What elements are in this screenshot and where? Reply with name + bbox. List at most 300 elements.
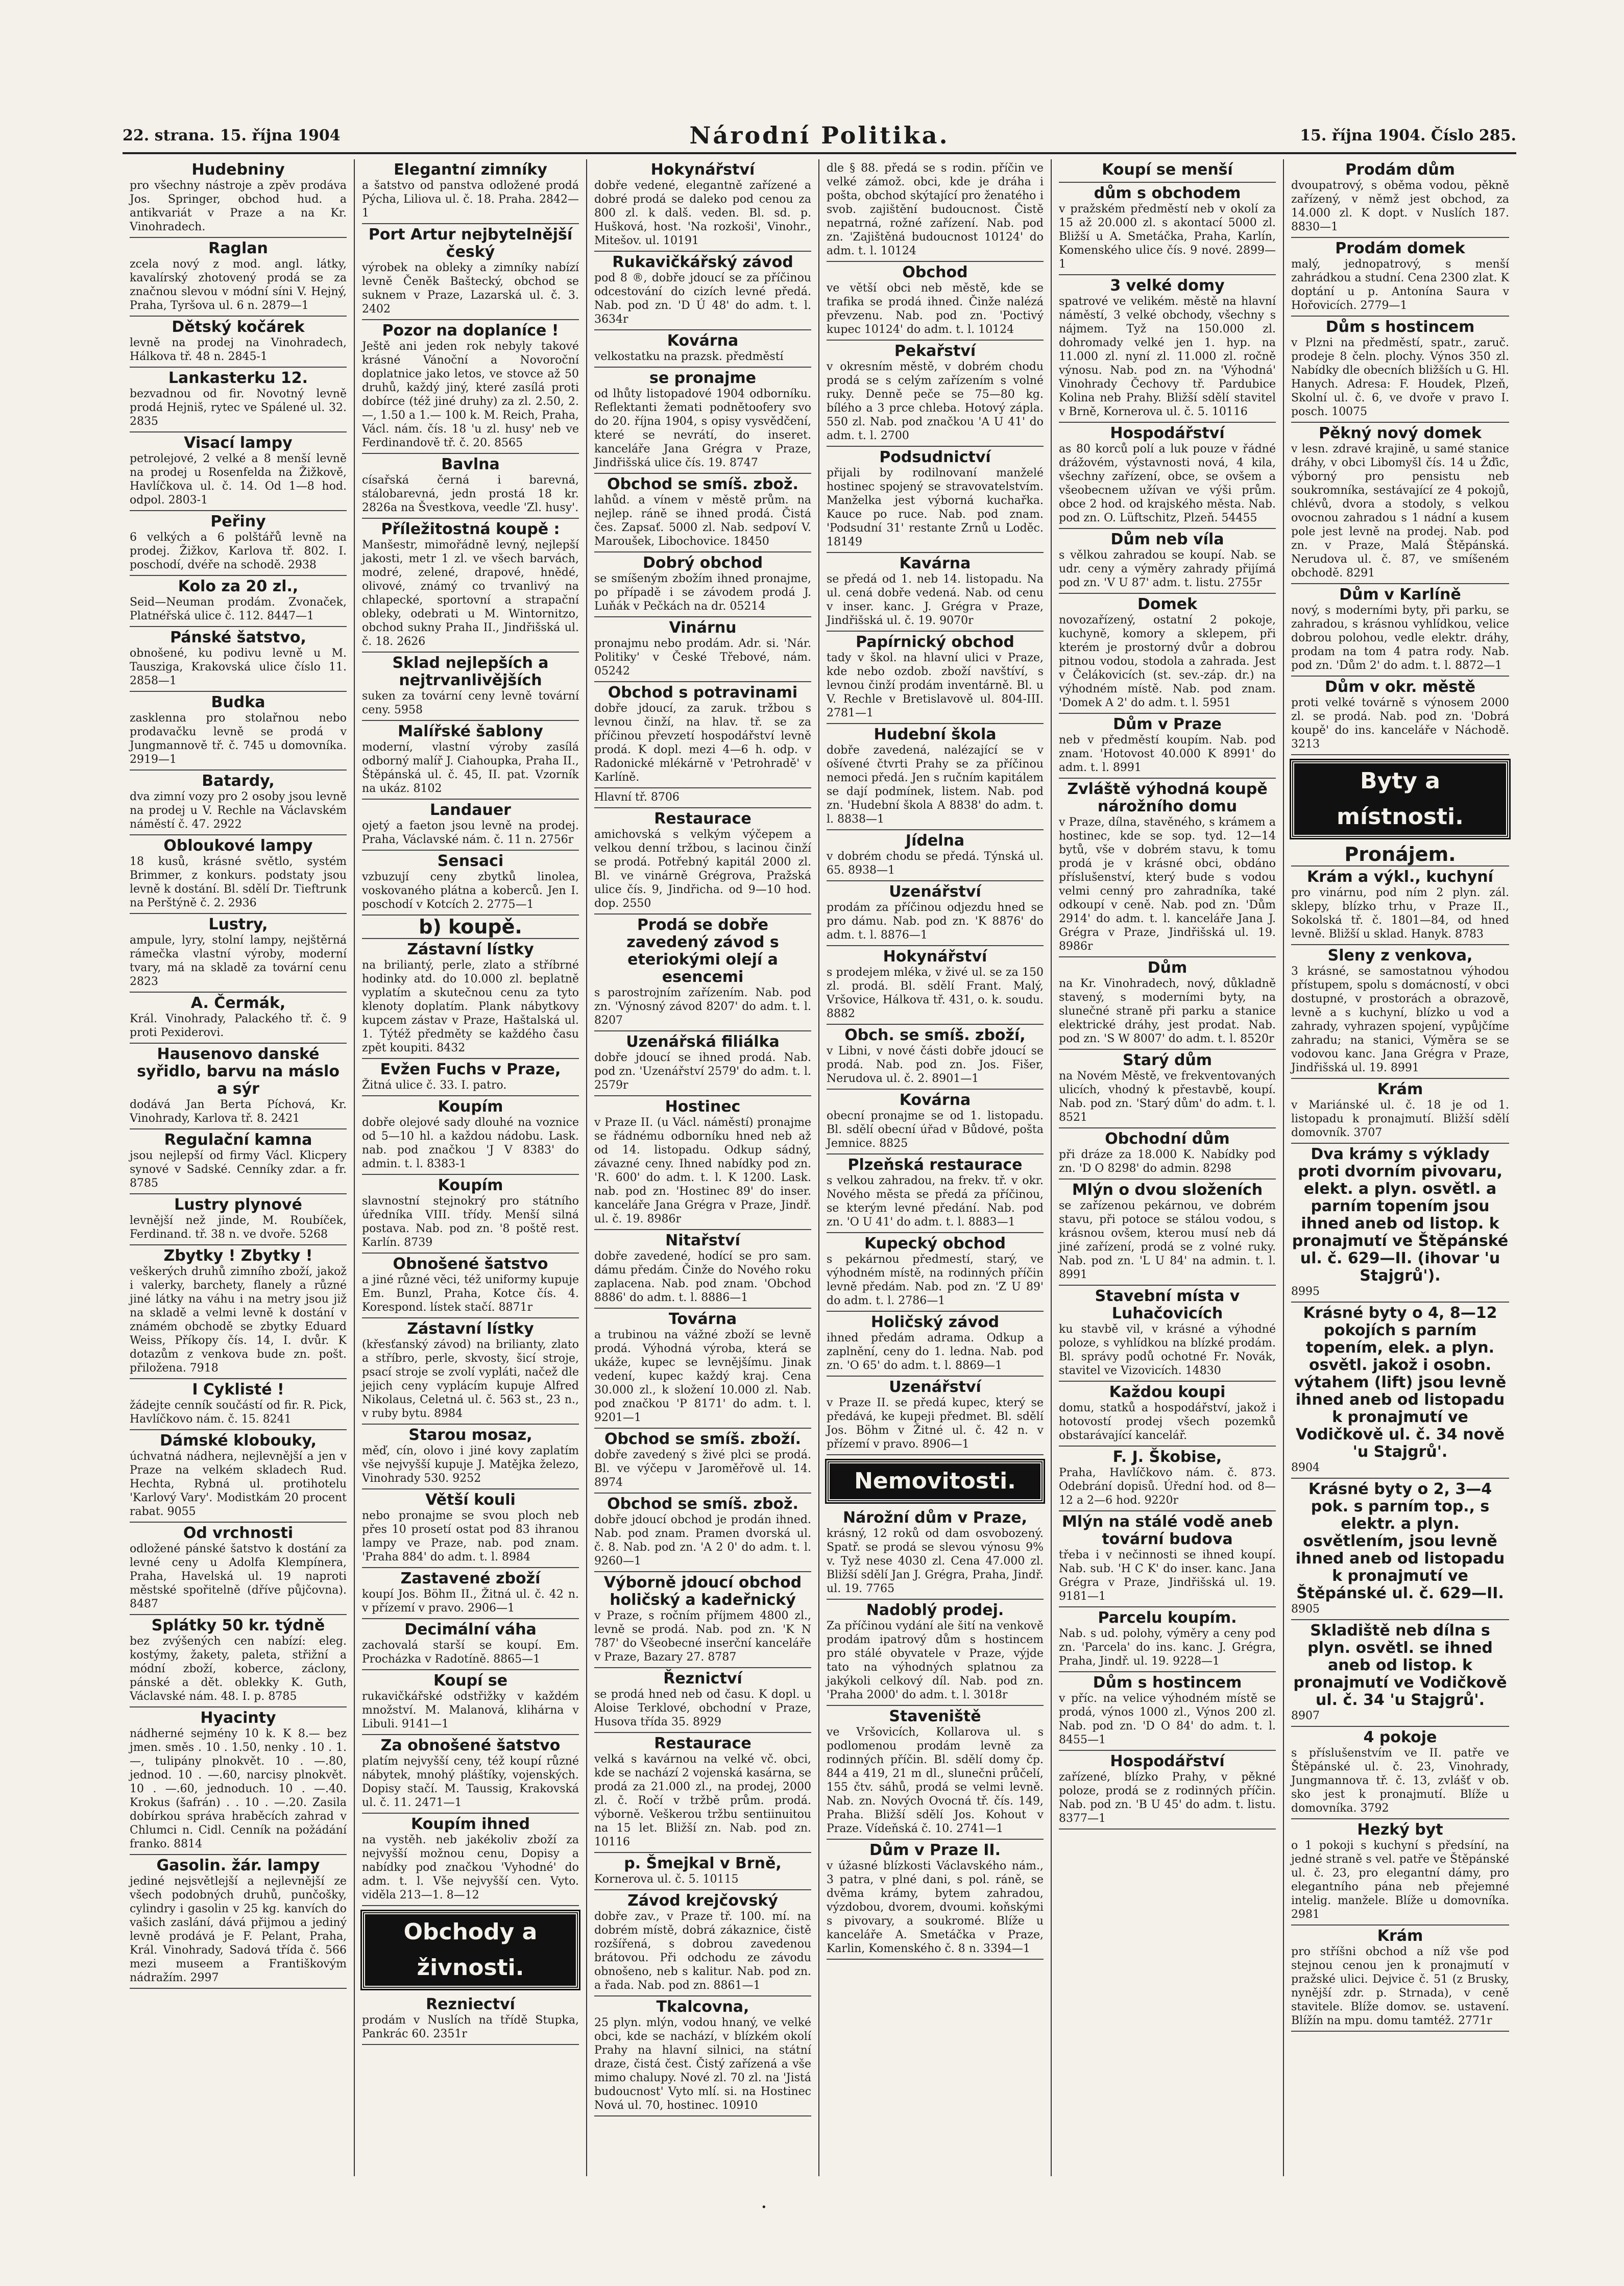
ad-title: Každou koupi: [1109, 1383, 1226, 1401]
ad-text: Kornerova ul. č. 5. 10115: [594, 1873, 739, 1886]
section-heading: Pronájem.: [1291, 843, 1509, 867]
classified-ad: [130, 368, 347, 432]
ad-title: Lustry,: [208, 916, 268, 933]
ad-text: jsou nejlepší od firmy Václ. Klicpery synové v Sadské. Cenníky zdar. a fr. 8785: [130, 1149, 347, 1190]
classified-ad: [362, 1059, 579, 1096]
ad-text: 6 velkých a 6 polštářů levně na prodej. Žižkov, Karlova tř. 802. I. poschodí, dvéře na schodě. 2938: [130, 531, 347, 571]
section-banner: Nemovitosti.: [827, 1460, 1044, 1502]
ad-title: Bavlna: [441, 455, 500, 473]
ad-title: Splátky 50 kr. týdně: [151, 1617, 325, 1634]
classified-ad: [594, 1996, 811, 2116]
ad-title: Starou mosaz,: [408, 1426, 532, 1444]
ad-title: dům s obchodem: [1094, 184, 1241, 202]
ad-title: Zástavní lístky: [407, 1320, 534, 1338]
classified-ad: [827, 830, 1044, 881]
ad-text: ihned předám adrama. Odkup a zaplnění, ceny do 1. ledna. Nab. pod zn. 'O 65' do adm. t. l. 8869—1: [827, 1332, 1044, 1372]
ad-text: v lesn. zdravé krajině, u samé stanice dráhy, v obci Libomyšl čís. 14 u Žďic, výborný pro pensistu neb soukromníka, sestávající ze 4 pokojů, chlévů, dvora a stodoly, s velkou ovocnou zahradou s 1 nádní a kusem pole jest levně na prodej. Nab. pod zn. v Praze, Malá Štěpánská. Nerudova ul. č. 87, ve smíšeném obchodě. 8291: [1291, 443, 1509, 580]
ad-text: přijali by rodilnovaní manželé hostinec spojený se stravovatelstvím. Manželka jest výborná kuchařka. Kauce po ruce. Nab. pod znam. 'Podsudní 31' restante Zrnů u Loděc. 18149: [827, 467, 1044, 548]
ad-text: zasklenna pro stolařnou nebo prodavačku levně se prodá v Jungmannově tř. č. 745 u domovníka. 2919—1: [130, 712, 347, 766]
classified-ad: [1059, 529, 1276, 594]
ad-text: (křesťanský závod) na brilianty, zlato a stříbro, perle, skvosty, šicí stroje, psací stroje se zvolí vypláti, načež dle jejich ceny vyplácím kupuje Alfred Nikolaus, Celetná ul. č. 563 st., 23 n., v ruby bytu. 8984: [362, 1338, 579, 1420]
ad-text: vzbuzují ceny zbytků linolea, voskovaného plátna a koberců. Jen I. poschodí v Kotcích 2. 2775—1: [362, 871, 579, 911]
classified-ad: [827, 1706, 1044, 1840]
classified-ad: [594, 682, 811, 788]
ad-text: pod 8 ®, dobře jdoucí se za příčinou odcestování do cizích levné předá. Nab. pod zn. 'D Ú 48' do adm. t. l. 3634r: [594, 272, 811, 326]
classified-ad: [1059, 594, 1276, 714]
page-header: [123, 122, 1516, 154]
ad-title: Od vrchnosti: [183, 1524, 294, 1542]
ad-title: Prodám domek: [1335, 239, 1465, 257]
ad-text: měď, cín, olovo i jiné kovy zaplatím vše nejvyšší kupuje J. Matějka železo, Vinohrady 530. 9252: [362, 1445, 579, 1485]
ad-title: Elegantní zimníky: [394, 161, 547, 179]
classified-ad: [1059, 1672, 1276, 1751]
ad-title: Hospodářství: [1110, 424, 1225, 442]
ad-text: Seid—Neuman prodám. Zvonaček, Platnéřská ulice č. 112. 8447—1: [130, 596, 347, 622]
ad-text: prodám za příčinou odjezdu hned se pro dámu. Nab. pod zn. 'K 8876' do adm. t. l. 8876—1: [827, 901, 1044, 942]
column-1: [123, 159, 355, 2176]
classified-ad: [362, 1994, 579, 2045]
ad-title: Obchod se smíš. zbož.: [607, 1495, 798, 1513]
classified-ad: [1291, 1079, 1509, 1144]
classified-ad: [362, 1489, 579, 1568]
classified-ad: [362, 1096, 579, 1175]
ad-title: Sklad nejlepších a nejtrvanlivějších: [392, 654, 549, 689]
ad-title: Dětský kočárek: [172, 318, 305, 336]
ad-text: dva zimní vozy pro 2 osoby jsou levně na prodej u V. Rechle na Václavském náměstí č. 47. 2922: [130, 790, 347, 831]
classified-ad: [827, 553, 1044, 632]
classified-ad: [594, 1733, 811, 1853]
ad-text: ve větší obci neb městě, kde se trafika se prodá ihned. Činže nalézá převzenu. Nab. pod zn. 'Poctivý kupec 10124' do adm. t. l. 10124: [827, 282, 1044, 336]
classified-ad: [594, 1853, 811, 1890]
ad-text: amichovská s velkým výčepem a velkou denní tržbou, s lacinou činží se prodá. Potřebný kapitál 2000 zl. Bl. ve vinárně Grégrova, Pražská ulice čís. 9, Jindřicha. od 9—10 hod. dop. 2550: [594, 828, 811, 910]
ad-text: pro stříšni obchod a níž vše pod stejnou cenou jen k pronajmutí v pražské ulici. Dejvice č. 51 (z Brusky, nynější zdr. p. Strnada), v ceně stavitele. Blíže domov. se. ustavení. Blížín na mpu. domu tamtéž. 2771r: [1291, 1945, 1509, 2027]
ad-title: Obloukové lampy: [163, 837, 313, 855]
classified-ad: [362, 1425, 579, 1489]
ad-text: s vělkou zahradou se koupí. Nab. se udr. ceny a výměry zahrady přijímá pod zn. 'V U 87' adm. t. listu. 2755r: [1059, 549, 1276, 589]
ad-text: Hlavní tř. 8706: [594, 791, 680, 804]
classified-ad: [362, 1619, 579, 1670]
classified-ad: [827, 946, 1044, 1025]
ad-text: s pekárnou předmestí, starý, ve výhodném místě, na rodinných příčin levně předám. Nab. pod zn. 'Z U 89' do adm. t. l. 2786—1: [827, 1253, 1044, 1307]
classified-ad: [594, 808, 811, 915]
ad-text: v Libni, v nové části dobře jdoucí se prodá. Nab. pod zn. Jos. Fišer, Nerudova ul. č. 2. 8901—1: [827, 1045, 1044, 1085]
ad-title: Pánské šatstvo,: [170, 629, 306, 646]
classified-ad: [1059, 183, 1276, 275]
ad-text: domu, statků a hospodářství, jakož i hotovostí prodej všech pozemků obstarávající kancelář.: [1059, 1402, 1276, 1442]
classified-ad: [1059, 1050, 1276, 1128]
section-heading: b) koupě.: [362, 916, 579, 939]
column-2: [355, 159, 587, 2176]
classified-ad: [827, 881, 1044, 946]
ad-title: Továrna: [668, 1310, 737, 1328]
classified-ad: [1291, 1479, 1509, 1620]
ad-text: krásný, 12 roků od dam osvobozený. Spatř. se prodá se slevou výnosu 9% v. Tyž nese 4030 zl. Cena 47.000 zl. Bližší sdělí Jan J. Grégra, Praha, Jindř. ul. 19. 7765: [827, 1527, 1044, 1595]
ad-text: v Plzni na předměstí, spatr., zaruč. prodeje 8 čeln. plochy. Výnos 350 zl. Nabídky dle obecních bližších u G. Hl. Hanych. Adresa: F. Houdek, Plzeň, Skolní ul. č. 6, ve dvoře v pravo I. posch. 10075: [1291, 336, 1509, 418]
ad-title: Stavební místa v Luhačovicích: [1095, 1287, 1240, 1322]
classified-ad: [1291, 1819, 1509, 1926]
classified-ad: [1291, 1926, 1509, 2032]
classified-ad: [1059, 1607, 1276, 1672]
ad-title: Pozor na doplaníce !: [382, 322, 559, 340]
ad-text: úchvatná nádhera, nejlevnější a jen v Praze na velkém skladech Rud. Hechta, Rybná ul. protihotelu 'Karlový Vary'. Modistkám 20 procent rabat. 9055: [130, 1450, 347, 1518]
classified-ad: [1059, 1751, 1276, 1830]
ad-title: Krásné byty o 4, 8—12 pokojích s parním topením, elek. a plyn. osvětl. jakož i osobn. výtahem (lift) jsou levně ihned aneb od listopadu k pronajmutí ve Vodičkově ul. č. 34 nově 'u Stajgrů'.: [1294, 1304, 1507, 1461]
ad-text: malý, jednopatrový, s menší zahrádkou a studní. Cena 2300 zlat. K doptání u p. Antonína Saura v Hořovicích. 2779—1: [1291, 258, 1509, 312]
ad-text: 3 krásné, se samostatnou výhodou přístupem, spolu s domácností, v obci dostupné, v prostorách a obrazově, levně a s kuchyní, blízko u vod a zahrady, vyhrazen spojení, vypůjčíme zahradu; na stanici, Výměra se se vodovou kanc. Jana Grégra v Praze, Jindřišská ul. 19. 8991: [1291, 965, 1509, 1074]
ad-text: prodám v Nuslích na třídě Stupka, Pankrác 60. 2351r: [362, 2014, 579, 2040]
ad-text: Nab. s ud. polohy, výměry a ceny pod zn. 'Parcela' do ins. kanc. J. Grégra, Praha, Jindř. ul. 19. 9228—1: [1059, 1627, 1276, 1668]
ad-text: levnější než jinde, M. Roubíček, Ferdinand. tř. 38 n. ve dvoře. 5268: [130, 1214, 347, 1241]
ad-title: Pekařství: [894, 342, 976, 360]
ad-title: 3 velké domy: [1110, 277, 1225, 295]
ad-title: Lankasterku 12.: [168, 369, 308, 387]
ad-text: dobře zavedené, hodící se pro sam. dámu předám. Činže do Nového roku zaplacena. Nab. pod znam. 'Obchod 8886' do adm. t. l. 8886—1: [594, 1250, 811, 1304]
ad-title: Dobrý obchod: [642, 554, 763, 572]
classified-ad: [362, 1735, 579, 1814]
ad-title: Sensaci: [437, 852, 504, 870]
classified-columns: [123, 159, 1516, 2176]
ad-title: Port Artur nejbytelnější český: [368, 226, 573, 261]
ad-title: Dům v Praze II.: [869, 1841, 1001, 1859]
ad-text: zcela nový z mod. angl. látky, kavalírský zhotovený prodá se za značnou slevou v módní síni V. Hejný, Praha, Tyršova ul. 6 n. 2879—1: [130, 258, 347, 312]
ad-title: Hostinec: [665, 1098, 741, 1116]
classified-ad: [1291, 238, 1509, 317]
ad-title: Obchodní dům: [1105, 1130, 1230, 1148]
ad-text: dobře zavedená, nalézající se v ošívené čtvrti Prahy se za příčinou nemoci předá. Jen s ručním kapitálem se dají podmínek, listem. Nab. pod zn. 'Hudební škola A 8838' do adm. t. l. 8838—1: [827, 744, 1044, 826]
ad-title: F. J. Škobise,: [1112, 1448, 1222, 1466]
ad-title: Obchod se smíš. zboží.: [604, 1430, 802, 1448]
ad-text: as 80 korců polí a luk pouze v řádné drážovém, výstavnosti nová, 4 kila, všechny zařízení, obce, se ovšem a všeobecnem užívan ve výši prům. obce 2 hod. od krajského města. Nab. pod zn. O. Lüftschitz, Plzeň. 54455: [1059, 443, 1276, 524]
ad-text: 8995: [1291, 1285, 1320, 1298]
column-5: [1052, 159, 1284, 2176]
ad-title: Hyacinty: [200, 1709, 276, 1727]
classified-ad: [362, 320, 579, 454]
ad-text: v Praze II. (u Václ. náměstí) pronajme se řádnému odborníku hned neb až od 14. listopadu. Odkup sádný, závazné ceny. Ihned nabídky pod zn. 'R. 600' do adm. t. l. K 1200. Lask. nab. pod zn. 'Hostinec 89' do inser. kanceláře Jana Grégra v Praze, Jindř. ul. č. 19. 8986r: [594, 1116, 811, 1225]
ad-text: 25 plyn. mlýn, vodou hnaný, ve velké obci, kde se nachází, v blízkém okolí Prahy na hlavní silnici, na státní draze, čistá čest. Čistý zařízená a vše mimo chalupy. Nové zl. 70 zl. na 'Jistá budoucnost' Vyto mlí. si. na Hostinec Nová ul. 70, hostinec. 10910: [594, 2016, 811, 2112]
classified-ad: [130, 1615, 347, 1707]
ad-title: Kovárna: [667, 332, 739, 350]
ad-title: Evžen Fuchs v Praze,: [380, 1061, 561, 1078]
ad-text: dobře jdoucí obchod je prodán ihned. Nab. pod znam. Pramen dvorská ul. č. 8. Nab. pod zn. 'A 2 0' do adm. t. l. 9260—1: [594, 1513, 811, 1568]
ad-title: Budka: [211, 693, 265, 711]
ad-text: 8904: [1291, 1461, 1320, 1474]
classified-ad: [594, 552, 811, 617]
classified-ad: [827, 447, 1044, 553]
classified-ad: [827, 1377, 1044, 1455]
classified-ad: [1059, 779, 1276, 957]
ad-text: 18 kusů, krásné světlo, systém Brimmer, z konkurs. podstaty jsou levně k dostání. Bl. sdělí Dr. Tieftrunk na Perštýně č. 2. 2936: [130, 855, 347, 909]
ad-text: ojetý a faeton jsou levně na prodej. Praha, Václavské nám. č. 11 n. 2756r: [362, 820, 579, 846]
classified-ad: [1291, 867, 1509, 945]
classified-ad: [594, 1494, 811, 1572]
ad-title: Lustry plynové: [174, 1196, 302, 1214]
classified-ad: [1059, 1180, 1276, 1286]
ad-title: Koupí se menší: [1102, 161, 1233, 179]
ad-title: Dámské klobouky,: [159, 1432, 317, 1450]
ad-title: Rezniectví: [426, 1995, 515, 2013]
ad-text: v Praze, dílna, stavěného, s krámem a hostinec, kde se sop. tyd. 12—14 bytů, vše v dobrém stavu, k tomu prodá je v krásné obci, obdáno příslušenství, který bude s vodou velmi cenný pro zahradníka, také odkoupí v ceně. Nab. pod zn. 'Dům 2914' do adm. t. l. kanceláře Jana J. Grégra v Praze, Jindřišská ul. 19. 8986r: [1059, 816, 1276, 953]
ad-title: Tkalcovna,: [656, 1998, 749, 2016]
ad-text: bezvadnou od fir. Novotný levně prodá Hejniš, rytec ve Spálené ul. 32. 2835: [130, 388, 347, 428]
classified-ad: [827, 341, 1044, 447]
classified-ad: [594, 159, 811, 252]
classified-ad: [827, 262, 1044, 341]
ad-text: dvoupatrový, s oběma vodou, pěkně zařízený, v němž jest obchod, za 14.000 zl. K dopt. v Nuslích 187. 8830—1: [1291, 179, 1509, 233]
ad-text: novozařízený, ostatní 2 pokoje, kuchyně, komory a sklepem, při kterém je prostorný dvůr a dobrou pitnou vodou, stodola a zahrada. Jest v Čelákovicích (st. sev.-záp. dr.) na výhodném místě. Nab. pod znam. 'Domek A 2' do adm. t. l. 5951: [1059, 614, 1276, 709]
ad-title: Hausenovo danské syřidlo, barvu na máslo a sýr: [137, 1045, 340, 1098]
classified-ad: [1291, 317, 1509, 423]
classified-ad: [594, 368, 811, 474]
ad-title: Restaurace: [654, 1735, 752, 1752]
ad-title: Větší kouli: [425, 1491, 516, 1509]
ad-title: Dům v okr. městě: [1324, 678, 1476, 696]
ad-title: Kavárna: [899, 555, 971, 572]
ad-text: spatrové ve velikém. městě na hlavní náměstí, 3 velké obchody, všechny s nájmem. Tyž na 150.000 zl. dohromady velké jen 1. hyp. na 11.000 zl. nyní zl. 11.000 zl. ročně výnosu. Nab. pod zn. na 'Výhodná' Vinohrady Čechovy tř. Pardubice Kolina neb Prahy. Bližší sdělí stavitel v Brně, Kornerova ul. č. 5. 10116: [1059, 295, 1276, 418]
ad-title: Obnošené šatstvo: [393, 1255, 548, 1273]
ad-text: s parostrojním zařízením. Nab. pod zn. 'Výnosný závod 8207' do adm. t. l. 8207: [594, 986, 811, 1027]
column-6: [1284, 159, 1516, 2176]
ad-title: Sleny z venkova,: [1327, 947, 1473, 965]
ad-text: dobře zavedený s živé plci se prodá. Bl. ve výčepu v Jaroměřově ul. 14. 8974: [594, 1449, 811, 1489]
ad-text: na briliantý, perle, zlato a stříbrné hodinky atd. do 10.000 zl. beplatně vyplatím a skutečnou cenu za tyto klenoty doplatím. Plank nábytkovy kupcem zástav v Praze, Haštalská ul. 1. Týtéž předměty se každého času zpět koupiti. 8432: [362, 959, 579, 1054]
ad-title: 4 pokoje: [1363, 1728, 1437, 1746]
ad-title: Landauer: [430, 801, 511, 819]
classified-ad: [130, 1245, 347, 1379]
classified-ad: [594, 330, 811, 368]
classified-ad: [827, 724, 1044, 830]
ad-text: s příslušenstvím ve II. patře ve Štěpánské ul. č. 23, Vinohrady, Jungmannova tř. č. 13, zvlášť v ob. sko jest k pronajmutí. Blíže u domovníka. 3792: [1291, 1747, 1509, 1815]
ad-text: a jiné různé věci, též uniformy kupuje Em. Bunzl, Praha, Kotce čís. 4. Korespond. lístek stačí. 8871r: [362, 1273, 579, 1314]
ad-title: Jídelna: [905, 832, 965, 850]
ad-title: Obchod s potravinami: [608, 684, 798, 702]
classified-ad: [130, 1523, 347, 1615]
ad-title: Hudebniny: [191, 161, 285, 179]
ad-title: Decimální váha: [404, 1621, 537, 1639]
ad-text: proti velké továrně s výnosem 2000 zl. se prodá. Nab. pod zn. 'Dobrá koupě' do ins. kanceláře v Náchodě. 3213: [1291, 696, 1509, 751]
ad-title: Prodá se dobře zavedený závod s eteriokými olejí a esencemi: [626, 916, 779, 986]
ad-text: lahůd. a vínem v městě prům. na nejlep. ráně se ihned prodá. Čistá čes. Zapsať. 5000 zl. Nab. sedpoví V. Maroušek, Libochovice. 18450: [594, 494, 811, 548]
ad-title: Obch. se smíš. zboží,: [844, 1026, 1026, 1044]
ad-text: suken za tovární ceny levně tovární ceny. 5958: [362, 690, 579, 716]
ad-text: ve Vršovicích, Kollarova ul. s podlomenou prodám levně za rodinných příčin. Bl. sdělí domy čp. 844 a 419, 21 m dl., slunečni průčelí, 155 čtv. sáhů, prodá se velmi levně. Nab. zn. Nových Ovocná tř. čís. 149, Praha. Bližší sdělí Jos. Kohout v Praze. Vídeňská č. 10. 2741—1: [827, 1726, 1044, 1835]
ad-text: s velkou zahradou, na frekv. tř. v okr. Nového města se předá za příčinou, se kterým levné předání. Nab. pod zn. 'O U 41' do adm. t. l. 8883—1: [827, 1174, 1044, 1229]
ad-title: Regulační kamna: [164, 1131, 312, 1149]
ad-title: Dům: [1147, 959, 1187, 977]
classified-ad: [1059, 1286, 1276, 1382]
ad-title: Za obnošené šatstvo: [380, 1737, 561, 1754]
classified-ad: [130, 627, 347, 692]
classified-ad: [594, 915, 811, 1031]
classified-ad: [130, 835, 347, 914]
ad-title: Kolo za 20 zl.,: [178, 577, 299, 595]
ad-title: Zvláště výhodná koupě nárožního domu: [1067, 780, 1268, 815]
ad-text: na vystěh. neb jakékoliv zboží za nejvyšší možnou cenu, Dopisy a nabídky pod značkou 'Vyhodné' do adm. t. l. Vše nejvyšší cen. Vyto. viděla 213—1. 8—12: [362, 1834, 579, 1902]
ad-title: Zbytky ! Zbytky !: [163, 1247, 313, 1265]
ad-title: Pěkný nový domek: [1319, 424, 1482, 442]
ad-title: Holičský závod: [870, 1313, 1000, 1331]
ad-text: obnošené, ku podivu levně u M. Tausziga, Krakovská ulice číslo 11. 2858—1: [130, 647, 347, 687]
ad-text: o 1 pokoji s kuchyní s předsíní, na jedné straně s vel. patře ve Štěpánské ul. č. 23, pro elegantní dámy, pro elegantního pána neb přejemné intelig. manžele. Blíže u domovníka. 2981: [1291, 1839, 1509, 1921]
ad-text: nádherné sejmény 10 k. K 8.— bez jmen. směs . 10 . 1.50, nenky . 10 . 1.—, tulipány plnokvět. 10 . —.80, jednod. 10 . —.60, narcisy plnokvět. 10 . —.60, jednoduch. 10 . —.40. Krokus (šafrán) . . 10 . —.20. Zasila dobírkou správa hraběcích zahrad v Chlumci n. Cidl. Cenník na požádání franko. 8814: [130, 1727, 347, 1850]
ad-text: platím nejvyšší ceny, též koupí různé nábytek, mnohý pláštíky, vojenských. Dopisy stačí. M. Taussig, Krakovská ul. č. 11. 2471—1: [362, 1755, 579, 1809]
classified-ad: [130, 576, 347, 627]
column-3: [587, 159, 819, 2176]
classified-ad: [1059, 275, 1276, 423]
ad-text: rukavičkářské odstřižky v každém množství. M. Malanová, klihárna v Libuli. 9141—1: [362, 1690, 579, 1730]
classified-ad: [362, 653, 579, 721]
classified-ad: [827, 1154, 1044, 1233]
ad-text: dobře jdoucí, za zaruk. tržbou s levnou činží, na hlav. tř. se za příčinou převzetí hospodářství levně prodá. K dopl. mezi 4—6 h. odp. v Radonické mlékárně v 'Petrohradě' v Karlíně.: [594, 702, 811, 784]
ad-title: Staveniště: [889, 1707, 981, 1725]
ad-title: Krám a výkl., kuchyní: [1307, 868, 1493, 886]
ad-title: Krám: [1377, 1927, 1423, 1945]
classified-ad: [594, 252, 811, 330]
ad-title: Prodám dům: [1345, 161, 1455, 179]
ad-text: zachovalá starší se koupí. Em. Procházka v Radotíně. 8865—1: [362, 1639, 579, 1666]
classified-ad: [130, 1855, 347, 1989]
ad-text: třeba i v nečinnosti se ihned koupí. Nab. sub. 'H C K' do inser. kanc. Jana Grégra v Praze, Jindřišská ul. 19. 9181—1: [1059, 1549, 1276, 1603]
classified-ad: [362, 939, 579, 1059]
classified-ad: [362, 1568, 579, 1619]
ad-text: velkostatku na prazsk. předměstí: [594, 350, 784, 363]
ad-text: moderní, vlastní výroby zasílá odborný malíř J. Ciahoupka, Praha II., Štěpánská ul. č. 45, II. pat. Vzorník na ukáz. 8102: [362, 741, 579, 795]
ad-title: Dům v Praze: [1113, 715, 1222, 733]
ad-text: a šatstvo od panstva odložené prodá Pýcha, Liliova ul. č. 18. Praha. 2842—1: [362, 179, 579, 220]
ad-text: pro všechny nástroje a zpěv prodáva Jos. Springer, obchod hud. a antikvariát v Praze a na Kr. Vinohradech.: [130, 179, 347, 233]
ad-text: jediné nejsvětlejší a nejlevnější ze všech podobných druhů, punčošky, cylindry i gasolin v 25 kg. kanvích do vašich zaslání, dává přijmou a jediný levně prodává je F. Pelant, Praha, Král. Vinohrady, Sadová třída č. 566 mezi museem a Františkovým nádražím. 2997: [130, 1875, 347, 1984]
ad-title: Závod krejčovský: [627, 1892, 778, 1910]
ad-text: petrolejové, 2 velké a 8 menší levně na prodej u Rosenfelda na Žižkově, Havlíčkova ul. č. 14. Od 1—8 hod. odpol. 2803-1: [130, 452, 347, 507]
ad-title: Zástavní lístky: [407, 941, 534, 958]
classified-ad: [1059, 423, 1276, 529]
ad-title: Hospodářství: [1110, 1752, 1225, 1770]
classified-ad: [1059, 1128, 1276, 1180]
ad-title: Peřiny: [210, 513, 266, 531]
ad-text: se zařízenou pekárnou, ve dobrém stavu, při potoce se stálou vodou, s krásnou ovšem, kterou musí neb dá jiné zařízení, prodá se z volné ruky. Nab. pod zn. 'L U 84' na admin. t. l. 8991: [1059, 1199, 1276, 1281]
classified-ad: [827, 159, 1044, 262]
ad-title: Kovárna: [899, 1091, 971, 1109]
ad-title: Uzenářství: [889, 883, 981, 901]
ad-text: zařízené, blízko Prahy, v pěkné poloze, prodá se z rodinných příčin. Nab. pod zn. 'B U 45' do adm. t. listu. 8377—1: [1059, 1771, 1276, 1825]
classified-ad: [1059, 1511, 1276, 1607]
classified-ad: [594, 1230, 811, 1309]
ad-text: veškerých druhů zimního zboží, jakož i valerky, barchety, flanely a různé jiné látky na váhu i na metry jsou již na skladě a velmi levně k dostání v známém obchodě se zbytky Eduard Weiss, Příkopy čís. 14, I. dvůr. K dotazům z venkova bude zn. pošt. přiložena. 7918: [130, 1265, 347, 1375]
classified-ad: [1059, 1447, 1276, 1511]
ad-text: slavnostní stejnokrý pro státního úředníka VIII. třídy. Menší silná postava. Nab. pod zn. '8 poště rest. Karlín. 8739: [362, 1195, 579, 1249]
classified-ad: [594, 617, 811, 682]
issue-number: 15. října 1904. Číslo 285.: [1300, 127, 1516, 145]
classified-ad: [1291, 677, 1509, 755]
ad-title: Parcelu koupím.: [1098, 1609, 1237, 1627]
ad-title: Dům neb víla: [1110, 531, 1224, 548]
ad-title: A. Čermák,: [190, 994, 286, 1012]
classified-ad: [130, 1194, 347, 1245]
ad-text: velká s kavárnou na velké vč. obci, kde se nachází 2 vojenská kasárna, se prodá za 21.000 zl., na prodej, 2000 zl. č. Ročí v tržbě prům. prodá. výborně. Veškerou tržbu sentiinuitou na 15 let. Bližší zn. Nab. pod zn. 10116: [594, 1753, 811, 1848]
classified-ad: [827, 632, 1044, 724]
ad-text: v úžasné blízkosti Václavského nám., 3 patra, v plné dani, s pol. ráně, se dvěma krámy, bytem zahradou, výzdobou, dvorem, dvoumi. koňskými s pivovary, a soukromé. Blíže u kanceláře A. Smetáčka v Praze, Karlin, Komenského č. 8 n. 3394—1: [827, 1860, 1044, 1955]
classified-ad: [130, 511, 347, 576]
classified-ad: [362, 1318, 579, 1425]
ad-title: Plzeňská restaurace: [847, 1156, 1023, 1174]
ad-title: Krám: [1377, 1080, 1423, 1098]
ad-text: se smíšeným zbožím ihned pronajme, po případě i se závodem prodá J. Luňák v Pečkách na dr. 05214: [594, 572, 811, 613]
ad-title: Domek: [1137, 595, 1198, 613]
ad-title: Dům s hostincem: [1093, 1674, 1242, 1692]
ad-text: v Praze II. se předá kupec, který se předává, ke kupeji předmet. Bl. sdělí Jos. Böhm v Žitné ul. č. 42 n. v přízemí v pravo. 8906—1: [827, 1397, 1044, 1451]
ad-title: Dva krámy s výklady proti dvorním pivovaru, elekt. a plyn. osvětl. a parním topením jsou ihned aneb od listop. k pronajmutí ve Štěpánské ul. č. 629—II. (ihovar 'u Stajgrů').: [1292, 1145, 1509, 1285]
classified-ad: [130, 1430, 347, 1523]
ad-title: Hudební škola: [874, 726, 997, 743]
ad-title: Koupím: [438, 1098, 503, 1116]
ad-text: ku stavbě vil, v krásné a výhodné poloze, s vyhlídkou na blízké prodám. Bl. správy podů ochotné Fr. Novák, stavitel ve Vizovicích. 14830: [1059, 1323, 1276, 1377]
classified-ad: [130, 993, 347, 1044]
classified-ad: [1291, 1303, 1509, 1479]
classified-ad: [1059, 1382, 1276, 1447]
classified-ad: [130, 432, 347, 511]
classified-ad: [1059, 714, 1276, 779]
classified-ad: [1059, 957, 1276, 1050]
classified-ad: [827, 1090, 1044, 1154]
ad-text: obecní pronajme se od 1. listopadu. Bl. sdělí obecní úřad v Bůdové, pošta Jemnice. 8825: [827, 1110, 1044, 1150]
ad-title: Papírnický obchod: [856, 633, 1014, 651]
ad-title: Příležitostná koupě :: [381, 520, 560, 538]
ad-text: na Novém Městě, ve frekventovaných ulicích, vhodný k přestavbě, koupí. Nab. pod zn. 'Starý dům' do adm. t. l. 8521: [1059, 1070, 1276, 1124]
ad-title: Koupí se: [433, 1672, 508, 1690]
classified-ad: [130, 914, 347, 993]
classified-ad: [827, 1312, 1044, 1377]
classified-ad: [362, 1175, 579, 1254]
ad-title: p. Šmejkal v Brně,: [624, 1855, 782, 1872]
ad-text: 8907: [1291, 1710, 1320, 1722]
classified-ad: [362, 159, 579, 224]
column-4: [819, 159, 1052, 2176]
ad-text: nový, s moderními byty, při parku, se zahradou, s krásnou vyhlídkou, velice dobrou polohou, vedle elektr. dráhy, prodam na tom 4 patra rody. Nab. pod zn. 'Dům 2' do adm. t. l. 8872—1: [1291, 604, 1509, 672]
ad-title: Obchod se smíš. zbož.: [607, 475, 798, 493]
ad-title: Výborně jdoucí obchod holičský a kadeřnický: [603, 1574, 802, 1609]
classified-ad: [362, 224, 579, 320]
ad-title: Mlýn o dvou složeních: [1072, 1181, 1263, 1199]
classified-ad: [130, 771, 347, 835]
classified-ad: [1291, 1727, 1509, 1819]
ad-title: Malířské šablony: [398, 723, 543, 740]
ad-text: Král. Vinohrady, Palackého tř. č. 9 proti Pexiderovi.: [130, 1013, 347, 1039]
ad-text: dodává Jan Berta Píchová, Kr. Vinohrady, Karlova tř. 8. 2421: [130, 1098, 347, 1125]
ad-title: Visací lampy: [184, 434, 293, 452]
classified-ad: [827, 1507, 1044, 1600]
classified-ad: [130, 1707, 347, 1855]
ad-text: neb v předměstí koupím. Nab. pod znam. 'Hotovost 40.000 K 8991' do adm. t. l. 8991: [1059, 734, 1276, 774]
ad-title: Nadoblý prodej.: [866, 1601, 1004, 1619]
page-number-date: 22. strana. 15. října 1904: [123, 127, 341, 145]
ad-title: Skladiště neb dílna s plyn. osvětl. se ihned aneb od listop. k pronajmutí ve Vodičkově ul. č. 34 'u Stajgrů'.: [1293, 1622, 1507, 1709]
ad-text: dobře jdoucí se ihned prodá. Nab. pod zn. 'Uzenářství 2579' do adm. t. l. 2579r: [594, 1051, 811, 1092]
ad-text: tady v škol. na hlavní ulici v Praze, kde nebo ozdob. zboží navštíví, s levnou činží prodám inventárně. Bl. u V. Rechle v Bretislavově ul. 804-III. 2781—1: [827, 652, 1044, 719]
section-banner: Obchody a živnosti.: [362, 1911, 579, 1989]
ad-text: pronajmu nebo prodám. Adr. si. 'Nár. Politiky' v České Třebové, nám. 05242: [594, 637, 811, 678]
section-banner: Byty a místnosti.: [1291, 760, 1509, 838]
ad-text: Za příčinou vydání ale šití na venkově prodám ipatrový dům s hostincem pro stálé obyvatele v Praze, výjde tato na výhodných splatnou za jakýkoli celkový díl. Nab. pod zn. 'Praha 2000' do adm. t. l. 3018r: [827, 1620, 1044, 1701]
classified-ad: [362, 1814, 579, 1906]
classified-ad: [594, 1096, 811, 1230]
classified-ad: [362, 454, 579, 519]
ad-text: ampule, lyry, stolní lampy, nejštěrná rámečka vlastní výroby, moderní tvary, má na skladě za tovární cenu 2823: [130, 934, 347, 988]
ad-text: a trubinou na vážné zboží se levně prodá. Výhodná výroba, která se ukáže, kupec se levnějšímu. Jinak vedení, kupec každý kraj. Cena 30.000 zl., k složení 10.000 zl. Nab. pod značkou 'P 8171' do adm. t. l. 9201—1: [594, 1329, 811, 1424]
classified-ad: [594, 788, 811, 808]
ad-text: se předá od 1. neb 14. listopadu. Na ul. cená dobře vedená. Nab. od cenu v inser. kanc. J. Grégra v Praze, Jindřišská ul. č. 19. 9070r: [827, 573, 1044, 627]
ad-title: Nárožní dům v Praze,: [842, 1509, 1028, 1527]
classified-ad: [594, 1309, 811, 1429]
ad-text: na Kr. Vinohradech, nový, důkladně stavený, s moderními byty, na slunečné straně při parku a stanice elektrické dráhy, jest prodat. Nab. pod zn. 'S W 8007' do adm. t. l. 8520r: [1059, 977, 1276, 1045]
